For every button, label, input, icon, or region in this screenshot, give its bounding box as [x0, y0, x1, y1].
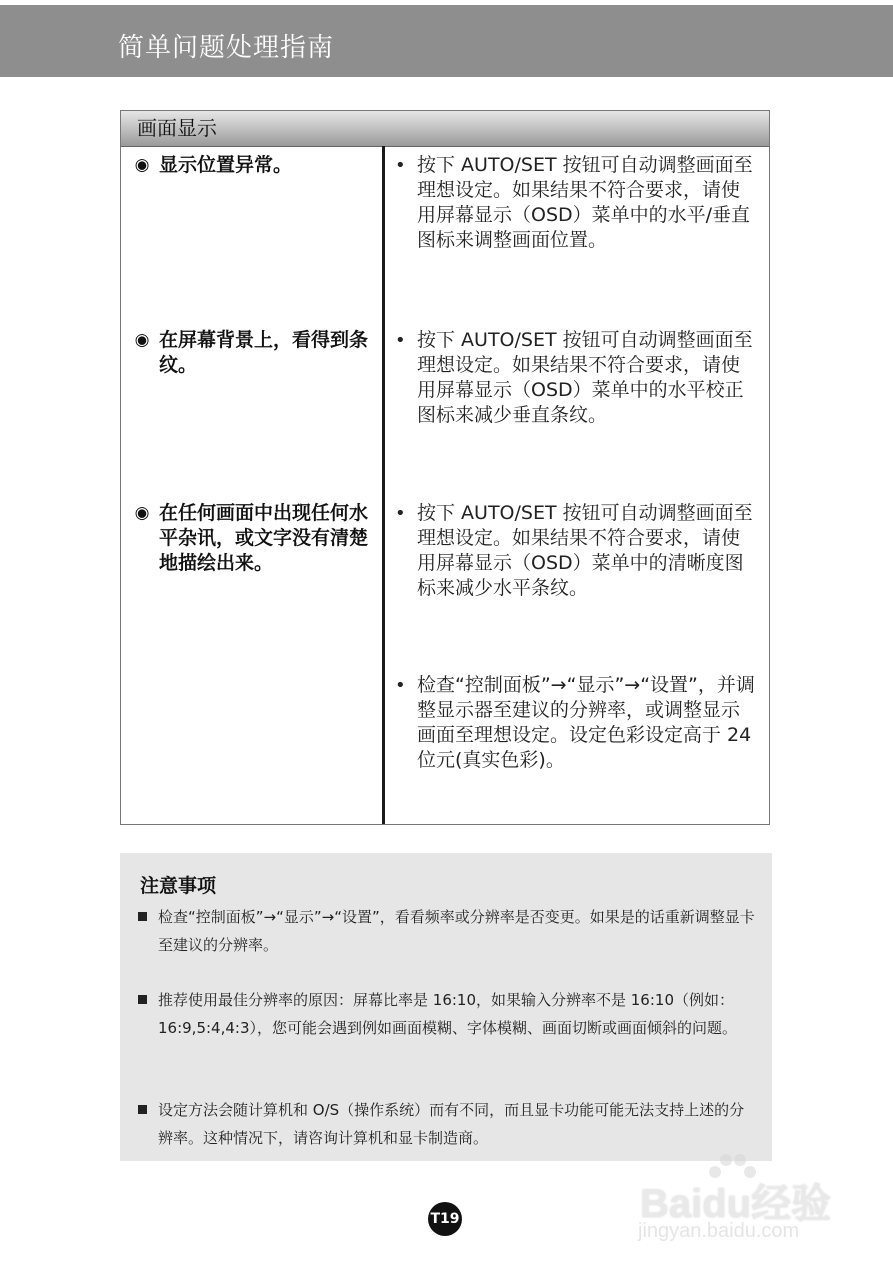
bullet-dot-icon: • [395, 330, 406, 351]
problem-item [131, 328, 371, 378]
radio-bullet-icon: ◉ [134, 155, 150, 175]
note-item [138, 1096, 758, 1152]
solution-text: 按下 AUTO/SET 按钮可自动调整画面至理想设定。如果结果不符合要求，请使用屏幕显示（OSD）菜单中的水平/垂直图标来调整画面位置。 [417, 154, 753, 251]
problem-item [131, 501, 371, 576]
table-header [121, 111, 769, 147]
bullet-dot-icon: • [395, 503, 406, 524]
problem-item [131, 153, 371, 178]
troubleshooting-table [120, 110, 770, 825]
radio-bullet-icon: ◉ [134, 330, 150, 350]
note-text: 推荐使用最佳分辨率的原因：屏幕比率是 16:10，如果输入分辨率不是 16:10（例如：16:9,5:4,4:3），您可能会遇到例如画面模糊、字体模糊、画面切断或画面倾斜的问题。 [158, 991, 738, 1037]
bullet-dot-icon: • [395, 675, 406, 696]
note-item [138, 986, 758, 1042]
solution-text: 按下 AUTO/SET 按钮可自动调整画面至理想设定。如果结果不符合要求，请使用屏幕显示（OSD）菜单中的水平校正图标来减少垂直条纹。 [417, 329, 753, 426]
problem-text: 显示位置异常。 [159, 154, 293, 176]
radio-bullet-icon: ◉ [134, 503, 150, 523]
notes-panel [120, 853, 772, 1161]
problem-text: 在任何画面中出现任何水平杂讯，或文字没有清楚地描绘出来。 [159, 502, 369, 574]
bullet-dot-icon: • [395, 155, 406, 176]
solution-text: 检查“控制面板”→“显示”→“设置”，并调整显示器至建议的分辨率，或调整显示画面至理想设定。设定色彩设定高于 24 位元(真实色彩)。 [417, 674, 755, 771]
solution-item [395, 501, 755, 601]
solution-item [395, 153, 755, 253]
notes-title: 注意事项 [140, 875, 217, 897]
section-title: 画面显示 [137, 116, 217, 140]
note-text: 设定方法会随计算机和 O/S（操作系统）而有不同，而且显卡功能可能无法支持上述的分辨率。这种情况下，请咨询计算机和显卡制造商。 [158, 1101, 745, 1147]
square-bullet-icon [138, 912, 147, 921]
watermark-url: jingyan.baidu.com [638, 1220, 800, 1242]
watermark-brand: Baidu经验 [640, 1182, 832, 1226]
page-title: 简单问题处理指南 [118, 33, 335, 63]
note-item [138, 903, 758, 959]
column-divider [382, 146, 385, 824]
solution-item [395, 673, 755, 773]
square-bullet-icon [138, 995, 147, 1004]
baidu-watermark [630, 1150, 860, 1250]
note-text: 检查“控制面板”→“显示”→“设置”，看看频率或分辨率是否变更。如果是的话重新调整显卡至建议的分辨率。 [158, 908, 755, 954]
solution-item [395, 328, 755, 428]
page-number: T19 [428, 1202, 462, 1236]
header-bar [0, 5, 893, 77]
square-bullet-icon [138, 1105, 147, 1114]
problem-text: 在屏幕背景上，看得到条纹。 [159, 329, 369, 376]
solution-text: 按下 AUTO/SET 按钮可自动调整画面至理想设定。如果结果不符合要求，请使用屏幕显示（OSD）菜单中的清晰度图标来减少水平条纹。 [417, 502, 753, 599]
